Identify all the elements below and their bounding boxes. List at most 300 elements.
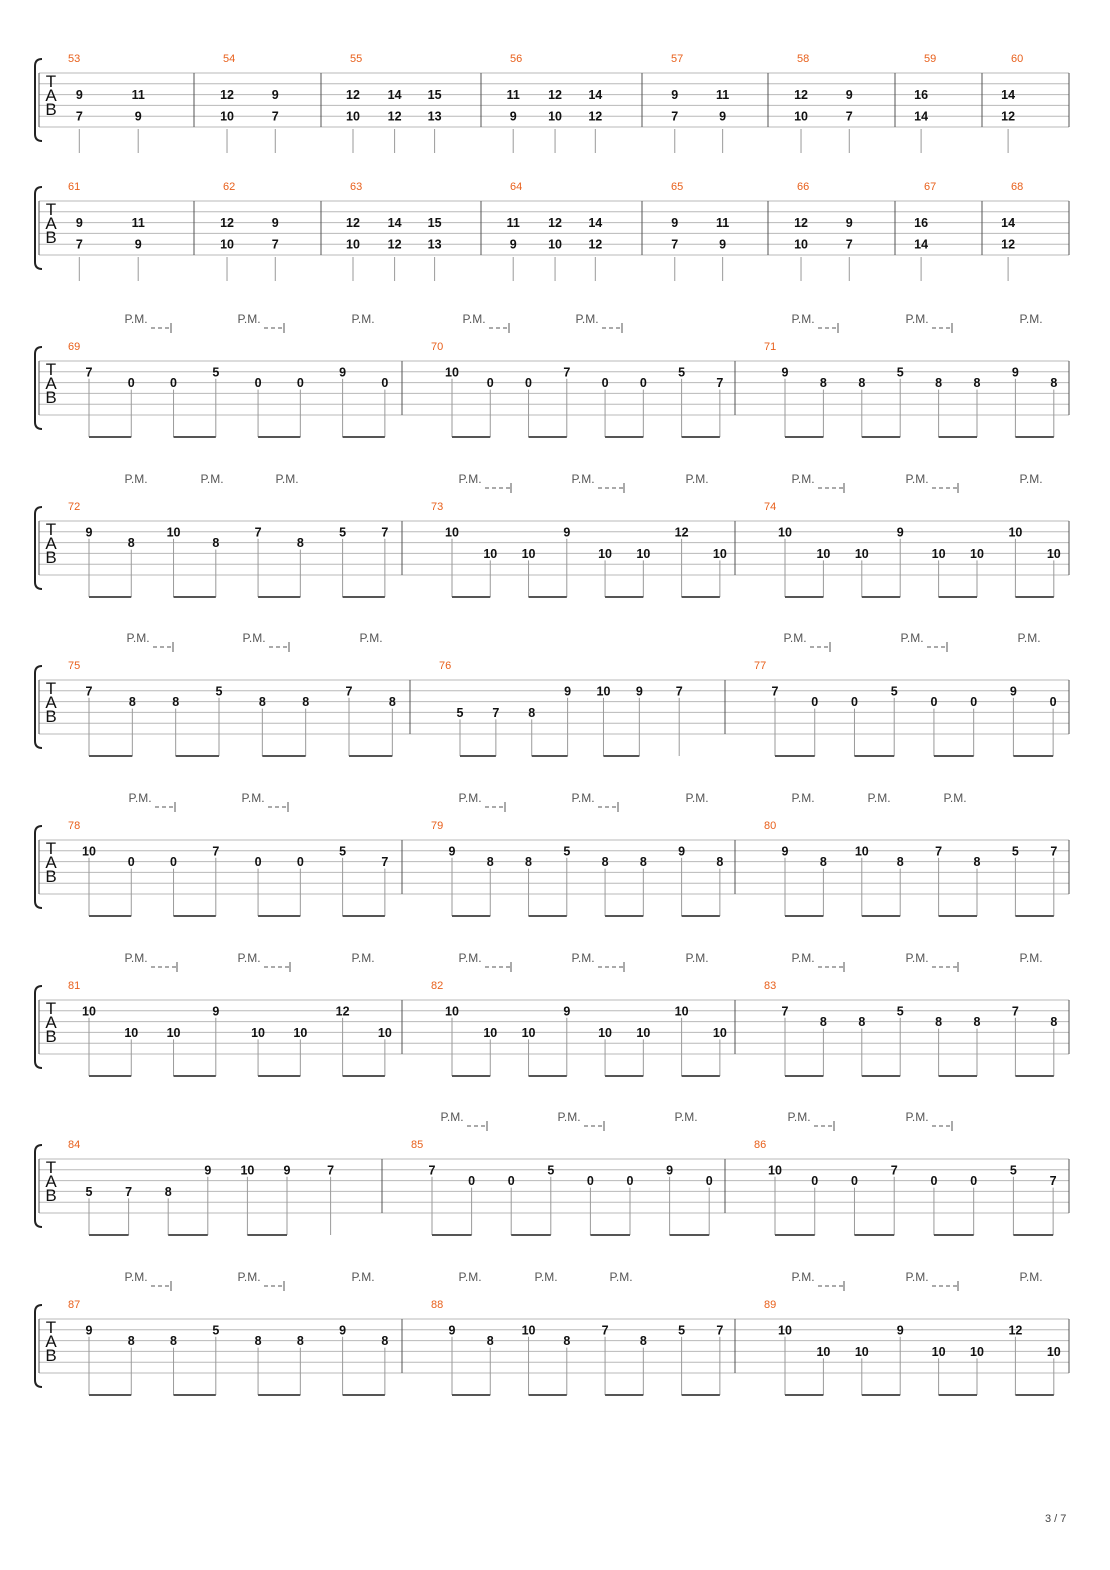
fret-number: 0 <box>601 376 609 391</box>
fret-number: 0 <box>170 376 178 391</box>
palm-mute-label: P.M. <box>1019 951 1043 965</box>
fret-number: 14 <box>588 88 603 103</box>
fret-number: 8 <box>1050 1015 1058 1030</box>
palm-mute-label: P.M. <box>674 1110 698 1124</box>
measure-number: 81 <box>68 980 81 992</box>
palm-mute-label: P.M. <box>351 951 375 965</box>
tab-clef-letter: A <box>45 374 57 393</box>
palm-mute-label: P.M. <box>685 951 709 965</box>
fret-number: 8 <box>164 1184 172 1199</box>
palm-mute-label: P.M. <box>609 1270 633 1284</box>
tab-system <box>35 53 1069 153</box>
fret-number: 9 <box>671 216 679 231</box>
measure-number: 73 <box>431 501 444 513</box>
fret-number: 8 <box>381 1334 389 1349</box>
fret-number: 8 <box>388 695 396 710</box>
fret-number: 8 <box>525 855 533 870</box>
fret-number: 10 <box>712 546 727 561</box>
fret-number: 9 <box>845 216 853 231</box>
fret-number: 7 <box>716 1323 724 1338</box>
fret-number: 9 <box>75 88 83 103</box>
fret-number: 0 <box>170 855 178 870</box>
tab-clef-letter: A <box>45 1332 57 1351</box>
fret-number: 12 <box>387 109 402 124</box>
fret-number: 9 <box>845 88 853 103</box>
palm-mute-label: P.M. <box>458 951 482 965</box>
tab-measure <box>1001 181 1023 281</box>
palm-mute-label: P.M. <box>462 312 486 326</box>
tab-clef-letter: A <box>45 693 57 712</box>
fret-number: 8 <box>973 855 981 870</box>
tab-clef-letter: T <box>45 360 57 379</box>
fret-number: 10 <box>854 844 869 859</box>
tab-clef-letter: A <box>45 853 57 872</box>
fret-number: 7 <box>75 237 83 252</box>
tab-clef-letter: B <box>45 1186 57 1205</box>
palm-mute-label: P.M. <box>571 951 595 965</box>
tab-measure <box>914 53 936 153</box>
fret-number: 8 <box>296 1334 304 1349</box>
fret-number: 0 <box>381 376 389 391</box>
fret-number: 0 <box>850 695 858 710</box>
fret-number: 8 <box>1050 376 1058 391</box>
fret-number: 8 <box>128 695 136 710</box>
page-number: 3 / 7 <box>1045 1513 1067 1525</box>
fret-number: 5 <box>215 684 223 699</box>
tab-clef-letter: T <box>45 520 57 539</box>
fret-number: 9 <box>666 1163 674 1178</box>
tab-clef-letter: A <box>45 1172 57 1191</box>
palm-mute-label: P.M. <box>124 1270 148 1284</box>
fret-number: 8 <box>858 376 866 391</box>
fret-number: 9 <box>271 216 279 231</box>
tab-measure <box>794 53 853 153</box>
fret-number: 9 <box>339 365 347 380</box>
fret-number: 8 <box>486 855 494 870</box>
fret-number: 0 <box>705 1174 713 1189</box>
palm-mute-label: P.M. <box>124 312 148 326</box>
tab-systems <box>35 53 1069 1395</box>
palm-mute-label: P.M. <box>458 472 482 486</box>
palm-mute-label: P.M. <box>575 312 599 326</box>
fret-number: 7 <box>771 684 779 699</box>
fret-number: 0 <box>1049 695 1057 710</box>
palm-mute-label: P.M. <box>943 791 967 805</box>
palm-mute-label: P.M. <box>685 791 709 805</box>
tab-clef-letter: T <box>45 999 57 1018</box>
palm-mute-label: P.M. <box>241 791 265 805</box>
fret-number: 9 <box>271 88 279 103</box>
tab-measure <box>346 53 442 153</box>
palm-mute-label: P.M. <box>1017 631 1041 645</box>
fret-number: 5 <box>1009 1163 1017 1178</box>
tab-measure <box>671 181 729 281</box>
fret-number: 10 <box>124 1025 139 1040</box>
fret-number: 9 <box>1009 684 1017 699</box>
fret-number: 8 <box>170 1334 178 1349</box>
fret-number: 10 <box>970 1344 984 1359</box>
measure-number: 53 <box>68 53 81 65</box>
fret-number: 8 <box>127 536 135 551</box>
tab-measure <box>220 53 279 153</box>
measure-number: 57 <box>671 53 684 65</box>
palm-mute-label: P.M. <box>783 631 807 645</box>
palm-mute-label: P.M. <box>124 951 148 965</box>
fret-number: 11 <box>716 88 730 103</box>
fret-number: 7 <box>85 684 93 699</box>
fret-number: 7 <box>671 109 679 124</box>
fret-number: 9 <box>85 1323 93 1338</box>
palm-mute-label: P.M. <box>685 472 709 486</box>
fret-number: 8 <box>935 376 943 391</box>
fret-number: 12 <box>387 237 402 252</box>
fret-number: 0 <box>930 695 938 710</box>
fret-number: 0 <box>127 855 135 870</box>
fret-number: 9 <box>671 88 679 103</box>
fret-number: 10 <box>794 109 808 124</box>
palm-mute-label: P.M. <box>351 312 375 326</box>
fret-number: 9 <box>719 109 727 124</box>
tab-clef-letter: A <box>45 86 57 105</box>
tab-measure <box>754 1139 1057 1235</box>
fret-number: 7 <box>1049 1174 1057 1189</box>
tab-measure <box>764 1299 1061 1395</box>
fret-number: 8 <box>127 1334 135 1349</box>
fret-number: 8 <box>819 1015 827 1030</box>
palm-mute-label: P.M. <box>458 1270 482 1284</box>
tab-measure <box>764 501 1061 597</box>
fret-number: 10 <box>931 546 946 561</box>
palm-mute-label: P.M. <box>1019 1270 1043 1284</box>
measure-number: 85 <box>411 1139 424 1151</box>
tab-system <box>35 472 1069 597</box>
fret-number: 9 <box>448 1323 456 1338</box>
palm-mute-label: P.M. <box>124 472 148 486</box>
measure-number: 54 <box>223 53 236 65</box>
fret-number: 7 <box>85 365 93 380</box>
fret-number: 5 <box>1011 844 1019 859</box>
tab-system <box>35 312 1069 437</box>
tab-measure <box>439 660 683 756</box>
palm-mute-label: P.M. <box>791 472 815 486</box>
tab-clef-letter: B <box>45 1027 57 1046</box>
fret-number: 9 <box>635 684 643 699</box>
fret-number: 9 <box>509 109 517 124</box>
fret-number: 5 <box>339 844 347 859</box>
fret-number: 0 <box>254 376 262 391</box>
measure-number: 69 <box>68 341 81 353</box>
fret-number: 8 <box>819 855 827 870</box>
fret-number: 7 <box>327 1163 335 1178</box>
tab-measure <box>764 341 1057 437</box>
measure-number: 68 <box>1011 181 1024 193</box>
fret-number: 12 <box>220 88 234 103</box>
fret-number: 8 <box>528 705 536 720</box>
fret-number: 10 <box>346 237 360 252</box>
measure-number: 84 <box>68 1139 81 1151</box>
fret-number: 7 <box>1050 844 1058 859</box>
fret-number: 9 <box>339 1323 347 1338</box>
fret-number: 0 <box>507 1174 515 1189</box>
fret-number: 9 <box>564 684 572 699</box>
tab-measure <box>764 980 1057 1076</box>
fret-number: 10 <box>636 1025 651 1040</box>
tab-clef-letter: B <box>45 388 57 407</box>
fret-number: 9 <box>85 525 93 540</box>
measure-number: 89 <box>764 1299 777 1311</box>
fret-number: 10 <box>82 1004 96 1019</box>
fret-number: 10 <box>521 1323 536 1338</box>
fret-number: 9 <box>212 1004 220 1019</box>
fret-number: 9 <box>204 1163 212 1178</box>
measure-number: 65 <box>671 181 684 193</box>
palm-mute-label: P.M. <box>905 1270 929 1284</box>
fret-number: 12 <box>220 216 234 231</box>
palm-mute-label: P.M. <box>534 1270 558 1284</box>
palm-mute-label: P.M. <box>571 472 595 486</box>
palm-mute-label: P.M. <box>905 312 929 326</box>
measure-number: 72 <box>68 501 81 513</box>
fret-number: 0 <box>811 1174 819 1189</box>
palm-mute-label: P.M. <box>237 312 261 326</box>
palm-mute-label: P.M. <box>128 791 152 805</box>
tab-system <box>35 791 1069 916</box>
tab-clef-letter: B <box>45 707 57 726</box>
palm-mute-label: P.M. <box>900 631 924 645</box>
palm-mute-label: P.M. <box>791 791 815 805</box>
fret-number: 5 <box>896 365 904 380</box>
measure-number: 67 <box>924 181 937 193</box>
fret-number: 7 <box>125 1184 133 1199</box>
fret-number: 10 <box>636 546 651 561</box>
measure-number: 60 <box>1011 53 1024 65</box>
fret-number: 0 <box>970 695 978 710</box>
tab-measure <box>220 181 279 281</box>
measure-number: 76 <box>439 660 452 672</box>
fret-number: 9 <box>896 525 904 540</box>
fret-number: 5 <box>212 365 220 380</box>
measure-number: 62 <box>223 181 236 193</box>
fret-number: 5 <box>678 365 686 380</box>
fret-number: 0 <box>468 1174 476 1189</box>
tab-measure <box>346 181 442 281</box>
fret-number: 8 <box>302 695 310 710</box>
tab-measure <box>68 501 388 597</box>
fret-number: 11 <box>716 216 730 231</box>
fret-number: 10 <box>778 1323 792 1338</box>
fret-number: 9 <box>1011 365 1019 380</box>
fret-number: 5 <box>456 705 464 720</box>
fret-number: 7 <box>563 365 571 380</box>
fret-number: 9 <box>134 237 142 252</box>
fret-number: 9 <box>678 844 686 859</box>
palm-mute-label: P.M. <box>791 1270 815 1284</box>
fret-number: 8 <box>639 1334 647 1349</box>
measure-number: 75 <box>68 660 81 672</box>
fret-number: 10 <box>1008 525 1023 540</box>
tab-measure <box>68 1139 334 1235</box>
fret-number: 12 <box>1001 109 1016 124</box>
tab-measure <box>68 820 388 916</box>
tab-clef-letter: B <box>45 228 57 247</box>
fret-number: 0 <box>127 376 135 391</box>
fret-number: 0 <box>811 695 819 710</box>
palm-mute-label: P.M. <box>787 1110 811 1124</box>
fret-number: 9 <box>283 1163 291 1178</box>
measure-number: 78 <box>68 820 81 832</box>
fret-number: 10 <box>1046 546 1061 561</box>
measure-number: 56 <box>510 53 523 65</box>
fret-number: 7 <box>716 376 724 391</box>
fret-number: 10 <box>712 1025 727 1040</box>
fret-number: 5 <box>85 1184 93 1199</box>
fret-number: 7 <box>675 684 683 699</box>
fret-number: 7 <box>671 237 679 252</box>
palm-mute-label: P.M. <box>791 951 815 965</box>
fret-number: 7 <box>1011 1004 1019 1019</box>
measure-number: 71 <box>764 341 777 353</box>
fret-number: 10 <box>854 546 869 561</box>
tab-measure <box>68 341 388 437</box>
measure-number: 87 <box>68 1299 81 1311</box>
fret-number: 10 <box>483 546 498 561</box>
measure-number: 88 <box>431 1299 444 1311</box>
tab-measure <box>411 1139 713 1235</box>
fret-number: 10 <box>931 1344 946 1359</box>
fret-number: 8 <box>819 376 827 391</box>
fret-number: 10 <box>483 1025 498 1040</box>
tab-system <box>35 1110 1069 1235</box>
tab-measure <box>68 660 396 756</box>
fret-number: 12 <box>548 216 563 231</box>
fret-number: 10 <box>596 684 611 699</box>
palm-mute-label: P.M. <box>905 1110 929 1124</box>
tab-measure <box>671 53 729 153</box>
fret-number: 10 <box>346 109 360 124</box>
fret-number: 7 <box>781 1004 789 1019</box>
fret-number: 10 <box>970 546 984 561</box>
fret-number: 12 <box>674 525 689 540</box>
fret-number: 0 <box>970 1174 978 1189</box>
fret-number: 8 <box>716 855 724 870</box>
tab-clef-letter: T <box>45 1318 57 1337</box>
fret-number: 13 <box>427 237 442 252</box>
fret-number: 12 <box>335 1004 350 1019</box>
fret-number: 10 <box>521 546 536 561</box>
tab-measure <box>68 181 145 281</box>
measure-number: 79 <box>431 820 444 832</box>
fret-number: 12 <box>1001 237 1016 252</box>
fret-number: 14 <box>914 237 929 252</box>
tab-system <box>35 631 1069 756</box>
fret-number: 10 <box>816 546 831 561</box>
palm-mute-label: P.M. <box>557 1110 581 1124</box>
fret-number: 14 <box>387 216 402 231</box>
tab-clef-letter: T <box>45 1158 57 1177</box>
tab-measure <box>1001 53 1023 153</box>
fret-number: 7 <box>381 525 389 540</box>
fret-number: 10 <box>377 1025 392 1040</box>
fret-number: 8 <box>254 1334 262 1349</box>
fret-number: 8 <box>896 855 904 870</box>
palm-mute-label: P.M. <box>571 791 595 805</box>
fret-number: 7 <box>381 855 389 870</box>
fret-number: 14 <box>1001 216 1016 231</box>
fret-number: 7 <box>935 844 943 859</box>
palm-mute-label: P.M. <box>200 472 224 486</box>
fret-number: 5 <box>547 1163 555 1178</box>
tab-clef-letter: B <box>45 1346 57 1365</box>
fret-number: 11 <box>131 216 145 231</box>
palm-mute-label: P.M. <box>351 1270 375 1284</box>
fret-number: 14 <box>914 109 929 124</box>
fret-number: 9 <box>509 237 517 252</box>
tab-measure <box>431 1299 723 1395</box>
fret-number: 10 <box>445 1004 459 1019</box>
fret-number: 10 <box>778 525 792 540</box>
fret-number: 10 <box>674 1004 689 1019</box>
fret-number: 5 <box>563 844 571 859</box>
tab-clef-letter: T <box>45 679 57 698</box>
tab-clef-letter: B <box>45 100 57 119</box>
fret-number: 10 <box>548 109 563 124</box>
palm-mute-label: P.M. <box>242 631 266 645</box>
fret-number: 10 <box>220 109 234 124</box>
fret-number: 5 <box>339 525 347 540</box>
fret-number: 10 <box>768 1163 782 1178</box>
fret-number: 10 <box>293 1025 308 1040</box>
tab-clef-letter: T <box>45 72 57 91</box>
palm-mute-label: P.M. <box>359 631 383 645</box>
tab-system <box>35 181 1069 281</box>
fret-number: 10 <box>240 1163 255 1178</box>
palm-mute-label: P.M. <box>237 951 261 965</box>
fret-number: 12 <box>346 216 360 231</box>
palm-mute-label: P.M. <box>275 472 299 486</box>
fret-number: 7 <box>845 237 853 252</box>
palm-mute-label: P.M. <box>458 791 482 805</box>
fret-number: 10 <box>598 546 613 561</box>
fret-number: 10 <box>854 1344 869 1359</box>
tab-measure <box>794 181 853 281</box>
fret-number: 14 <box>588 216 603 231</box>
fret-number: 10 <box>166 525 181 540</box>
fret-number: 8 <box>486 1334 494 1349</box>
palm-mute-label: P.M. <box>905 472 929 486</box>
fret-number: 10 <box>220 237 234 252</box>
tab-measure <box>507 181 603 281</box>
fret-number: 14 <box>1001 88 1016 103</box>
fret-number: 10 <box>166 1025 181 1040</box>
fret-number: 12 <box>346 88 360 103</box>
tab-clef-letter: B <box>45 548 57 567</box>
fret-number: 8 <box>858 1015 866 1030</box>
fret-number: 8 <box>258 695 266 710</box>
tab-measure <box>68 1299 388 1395</box>
measure-number: 66 <box>797 181 810 193</box>
fret-number: 12 <box>548 88 563 103</box>
palm-mute-label: P.M. <box>1019 472 1043 486</box>
tab-clef-letter: A <box>45 534 57 553</box>
tab-system <box>35 951 1069 1076</box>
fret-number: 12 <box>1008 1323 1023 1338</box>
measure-number: 63 <box>350 181 363 193</box>
fret-number: 5 <box>212 1323 220 1338</box>
fret-number: 0 <box>254 855 262 870</box>
fret-number: 7 <box>492 705 500 720</box>
tab-measure <box>68 53 145 153</box>
fret-number: 11 <box>131 88 145 103</box>
